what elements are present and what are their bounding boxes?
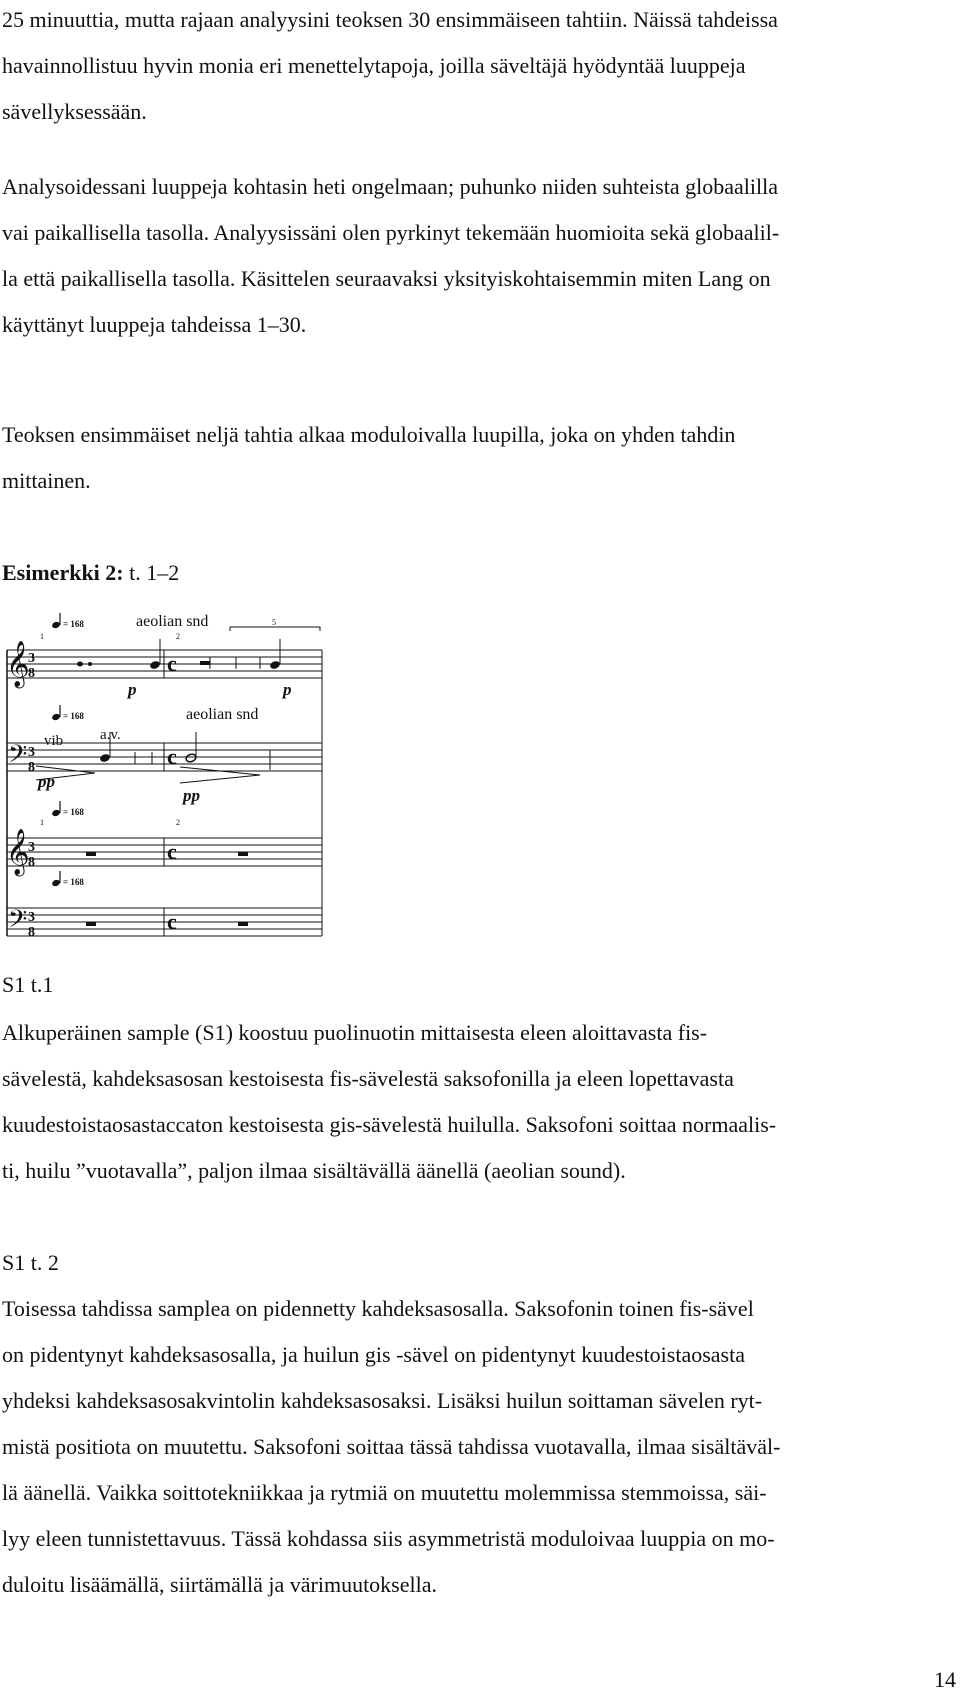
dynamic-marking: pp [38, 772, 55, 791]
text-line: duloitu lisäämällä, siirtämällä ja värimuutoksella. [2, 1572, 437, 1597]
text-line: mittainen. [2, 468, 91, 493]
bar-number: 2 [176, 632, 180, 641]
text-line: lä äänellä. Vaikka soittotekniikkaa ja rytmiä on muutettu molemmissa stemmoissa, säi- [2, 1480, 767, 1505]
text-line: havainnollistuu hyvin monia eri menettelytapoja, joilla säveltäjä hyödyntää luuppeja [2, 53, 746, 78]
dynamic-marking: pp [183, 786, 200, 805]
caption-s1-t1: S1 t.1 [2, 972, 54, 997]
time-signature-bottom: 8 [28, 925, 35, 940]
caption-s1-t2: S1 t. 2 [2, 1250, 59, 1275]
dynamic-marking: p [128, 680, 137, 699]
paragraph-analysis [2, 164, 952, 348]
common-time-signature: c [167, 744, 177, 769]
paragraph-intro [2, 0, 952, 135]
example-label: Esimerkki 2: [2, 560, 124, 585]
common-time-signature: c [167, 839, 177, 864]
text-line: lyy eleen tunnistettavuus. Tässä kohdassa siis asymmetristä moduloivaa luuppia on mo- [2, 1526, 775, 1551]
text-line: Alkuperäinen sample (S1) koostuu puolinuotin mittaisesta eleen aloittavasta fis- [2, 1020, 708, 1045]
dynamic-marking: p [283, 680, 292, 699]
bar-number: 2 [176, 818, 180, 827]
time-signature-top: 3 [28, 651, 35, 666]
music-score-excerpt [0, 605, 330, 940]
bass-clef-icon: 𝄢 [8, 741, 28, 774]
example-heading [2, 560, 179, 586]
example-range: t. 1–2 [123, 560, 180, 585]
time-signature-top: 3 [28, 910, 35, 925]
time-signature-bottom: 8 [28, 760, 35, 775]
text-line: Teoksen ensimmäiset neljä tahtia alkaa moduloivalla luupilla, joka on yhden tahdin [2, 422, 736, 447]
text-line: käyttänyt luuppeja tahdeissa 1–30. [2, 312, 307, 337]
tuplet-number: 5 [272, 618, 276, 627]
text-line: yhdeksi kahdeksasosakvintolin kahdeksasosaksi. Lisäksi huilun soittaman sävelen ryt- [2, 1388, 763, 1413]
bass-clef-icon: 𝄢 [8, 906, 28, 939]
paragraph-s1-t2 [2, 1286, 952, 1608]
time-signature-top: 3 [28, 840, 35, 855]
time-signature-top: 3 [28, 745, 35, 760]
aeolian-sound-marking: aeolian snd [186, 706, 259, 723]
tempo-mark: = 168 [63, 711, 84, 721]
time-signature-bottom: 8 [28, 666, 35, 681]
common-time-signature: c [167, 909, 177, 934]
text-line: vai paikallisella tasolla. Analyysissäni olen pyrkinyt tekemään huomioita sekä globaalil- [2, 220, 780, 245]
tempo-mark: = 168 [63, 877, 84, 887]
aeolian-sound-marking: aeolian snd [136, 613, 209, 630]
bar-number: 1 [40, 818, 44, 827]
page-number: 14 [934, 1667, 956, 1692]
treble-clef-icon: 𝄞 [6, 829, 30, 874]
treble-clef-icon: 𝄞 [6, 641, 30, 686]
time-signature-bottom: 8 [28, 855, 35, 870]
common-time-signature: c [167, 651, 177, 676]
vibrato-marking: vib [44, 733, 64, 749]
text-line: sävellyksessään. [2, 99, 147, 124]
text-line: Toisessa tahdissa samplea on pidennetty kahdeksasosalla. Saksofonin toinen fis-sävel [2, 1296, 754, 1321]
air-vibrato-marking: a.v. [100, 727, 121, 743]
text-line: la että paikallisella tasolla. Käsittelen seuraavaksi yksityiskohtaisemmin miten Lang on [2, 266, 771, 291]
bar-number: 1 [40, 632, 44, 641]
text-line: Analysoidessani luuppeja kohtasin heti ongelmaan; puhunko niiden suhteista globaalilla [2, 174, 778, 199]
text-line: mistä positiota on muutettu. Saksofoni soittaa tässä tahdissa vuotavalla, ilmaa sisältäväl- [2, 1434, 781, 1459]
text-line: sävelestä, kahdeksasosan kestoisesta fis-sävelestä saksofonilla ja eleen lopettavasta [2, 1066, 734, 1091]
text-line: 25 minuuttia, mutta rajaan analyysini teoksen 30 ensimmäiseen tahtiin. Näissä tahdeissa [2, 7, 778, 32]
paragraph-first-bars [2, 412, 952, 504]
tempo-mark: = 168 [63, 807, 84, 817]
text-line: ti, huilu ”vuotavalla”, paljon ilmaa sisältävällä äänellä (aeolian sound). [2, 1158, 626, 1183]
tempo-mark: = 168 [63, 619, 84, 629]
paragraph-s1-t1 [2, 1010, 952, 1194]
text-line: kuudestoistaosastaccaton kestoisesta gis-sävelestä huilulla. Saksofoni soittaa normaalis- [2, 1112, 777, 1137]
text-line: on pidentynyt kahdeksasosalla, ja huilun gis -sävel on pidentynyt kuudestoistaosasta [2, 1342, 745, 1367]
